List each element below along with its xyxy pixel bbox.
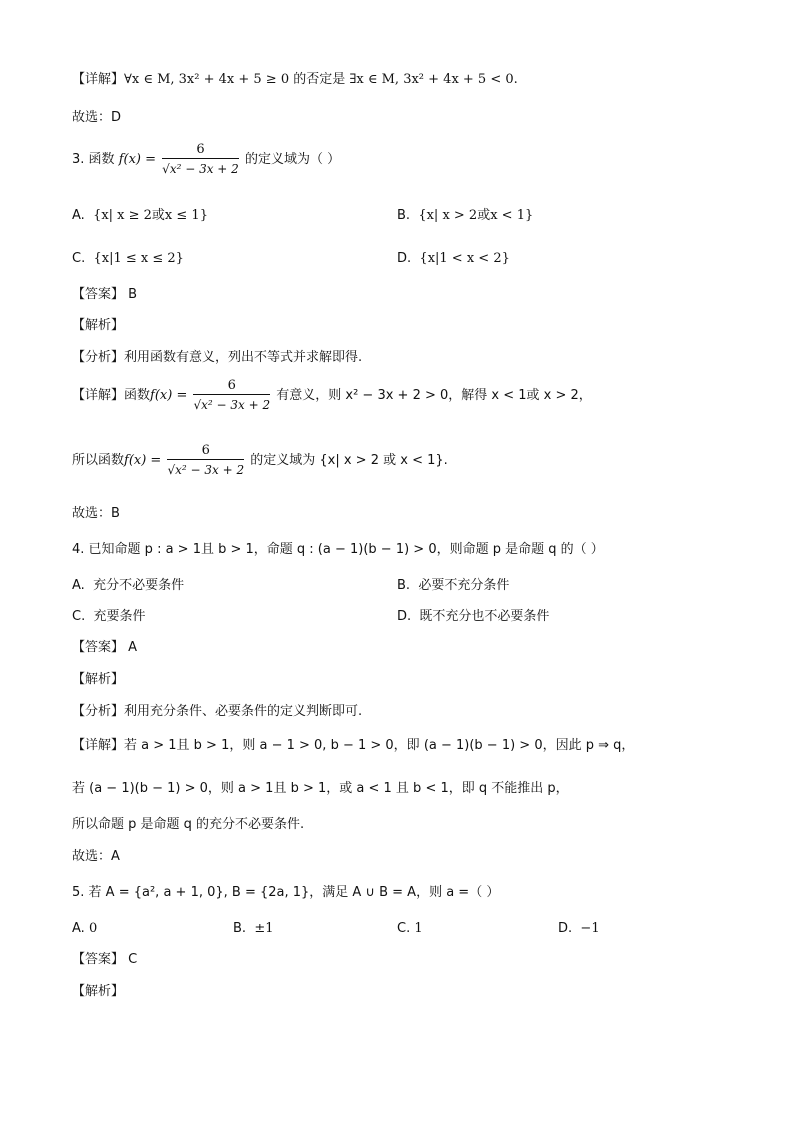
- detail-line-q3: [72, 378, 592, 413]
- option-text: −1: [580, 921, 600, 936]
- answer-label: 【答案】: [72, 287, 125, 302]
- choice-line-q4: 故选：A: [72, 849, 120, 864]
- detail-text: 若 a > 1且 b > 1，则 a − 1 > 0, b − 1 > 0，即 (a − 1)(b − 1) > 0，因此 p ⇒ q，: [124, 738, 635, 753]
- analysis-label-q5: 【解析】: [72, 984, 125, 999]
- option-text: 既不充分也不必要条件: [419, 609, 550, 624]
- answer-label: 【答案】: [72, 952, 125, 967]
- detail-line-q4: [72, 737, 634, 755]
- detail-prefix: 函数: [124, 388, 151, 403]
- option-b: [397, 207, 533, 225]
- analysis-label-q4: 【解析】: [72, 672, 125, 687]
- option-label: A.: [72, 578, 85, 593]
- radicand: x² − 3x + 2: [175, 463, 245, 477]
- option-c: [397, 920, 423, 938]
- fenxi-line-q3: [72, 349, 362, 367]
- radicand: x² − 3x + 2: [201, 398, 271, 412]
- choice-line-q3: 故选：B: [72, 506, 120, 521]
- fenxi-text: 利用函数有意义，列出不等式并求解即得.: [124, 350, 363, 365]
- question-4-stem: [72, 541, 604, 559]
- question-number: 3.: [72, 152, 85, 167]
- choice-line-q2: 故选：D: [72, 110, 122, 125]
- so-suffix: 的定义域为 {x| x > 2 或 x < 1}.: [250, 453, 448, 468]
- fraction-denominator: √x² − 3x + 2: [167, 459, 244, 478]
- answer-value: B: [128, 287, 138, 302]
- option-text: 1: [414, 921, 423, 936]
- fraction-numerator: 6: [196, 142, 205, 157]
- option-text: ±1: [254, 921, 274, 936]
- fraction: [162, 142, 239, 177]
- function-name: f(x) =: [150, 388, 188, 403]
- option-c: [72, 608, 146, 626]
- option-a: [72, 577, 184, 595]
- detail-label: 【详解】: [72, 72, 125, 87]
- function-name: f(x) =: [118, 152, 157, 167]
- option-label: D.: [397, 251, 412, 266]
- option-label: C.: [72, 251, 86, 266]
- stem-text: 若 A = {a², a + 1, 0}, B = {2a, 1}，满足 A ∪ B = A，则 a =（ ）: [88, 885, 500, 900]
- detail-line-q4-2: 若 (a − 1)(b − 1) > 0，则 a > 1且 b > 1，或 a < 1 且 b < 1，即 q 不能推出 p，: [72, 781, 569, 796]
- option-label: C.: [397, 921, 411, 936]
- answer-label: 【答案】: [72, 640, 125, 655]
- option-text: {x|1 ≤ x ≤ 2}: [93, 251, 184, 266]
- question-5-stem: [72, 884, 499, 902]
- fraction-numerator: 6: [227, 378, 236, 393]
- option-text: {x|1 < x < 2}: [419, 251, 510, 266]
- option-a: [72, 920, 97, 938]
- fenxi-label: 【分析】: [72, 350, 125, 365]
- fraction: [193, 378, 270, 413]
- option-label: D.: [397, 609, 412, 624]
- detail-label: 【详解】: [72, 738, 125, 753]
- option-label: B.: [397, 578, 411, 593]
- stem-prefix: 函数: [88, 152, 115, 167]
- option-c: [72, 250, 184, 268]
- function-name: f(x) =: [124, 453, 162, 468]
- option-a: [72, 207, 208, 225]
- option-label: B.: [397, 208, 411, 223]
- answer-line-q3: [72, 286, 137, 304]
- answer-value: C: [128, 952, 138, 967]
- fraction-denominator: √x² − 3x + 2: [193, 394, 270, 413]
- option-label: A.: [72, 921, 85, 936]
- question-3-stem: [72, 142, 340, 177]
- option-text: 0: [88, 921, 98, 936]
- fenxi-line-q4: [72, 703, 362, 721]
- detail-math: ∀x ∈ M, 3x² + 4x + 5 ≥ 0 的否定是 ∃x ∈ M, 3x² + 4x + 5 < 0.: [124, 72, 518, 87]
- option-text: 充要条件: [93, 609, 146, 624]
- question-number: 5.: [72, 885, 85, 900]
- option-d: [397, 608, 549, 626]
- fraction-denominator: √x² − 3x + 2: [162, 158, 239, 177]
- option-d: [397, 250, 510, 268]
- fenxi-text: 利用充分条件、必要条件的定义判断即可.: [124, 704, 363, 719]
- option-text: {x| x > 2或x < 1}: [418, 208, 534, 223]
- option-label: B.: [233, 921, 247, 936]
- so-prefix: 所以函数: [72, 453, 125, 468]
- fraction: [167, 443, 244, 478]
- detail-line-q4-3: 所以命题 p 是命题 q 的充分不必要条件.: [72, 817, 305, 832]
- fraction-numerator: 6: [201, 443, 210, 458]
- stem-suffix: 的定义域为（ ）: [244, 152, 341, 167]
- answer-value: A: [128, 640, 138, 655]
- detail-line-q2: [72, 71, 518, 89]
- answer-line-q4: [72, 639, 137, 657]
- stem-text: 已知命题 p : a > 1且 b > 1，命题 q : (a − 1)(b − 1) > 0，则命题 p 是命题 q 的（ ）: [88, 542, 604, 557]
- option-label: C.: [72, 609, 86, 624]
- option-b: [397, 577, 509, 595]
- option-label: D.: [558, 921, 573, 936]
- option-text: {x| x ≥ 2或x ≤ 1}: [93, 208, 208, 223]
- detail-suffix: 有意义，则 x² − 3x + 2 > 0，解得 x < 1或 x > 2，: [276, 388, 592, 403]
- option-text: 充分不必要条件: [93, 578, 185, 593]
- so-line-q3: [72, 443, 448, 478]
- radicand: x² − 3x + 2: [169, 162, 239, 176]
- fenxi-label: 【分析】: [72, 704, 125, 719]
- answer-line-q5: [72, 951, 137, 969]
- option-text: 必要不充分条件: [418, 578, 510, 593]
- detail-label: 【详解】: [72, 388, 125, 403]
- option-b: [233, 920, 274, 938]
- option-label: A.: [72, 208, 85, 223]
- analysis-label-q3: 【解析】: [72, 318, 125, 333]
- option-d: [558, 920, 600, 938]
- question-number: 4.: [72, 542, 85, 557]
